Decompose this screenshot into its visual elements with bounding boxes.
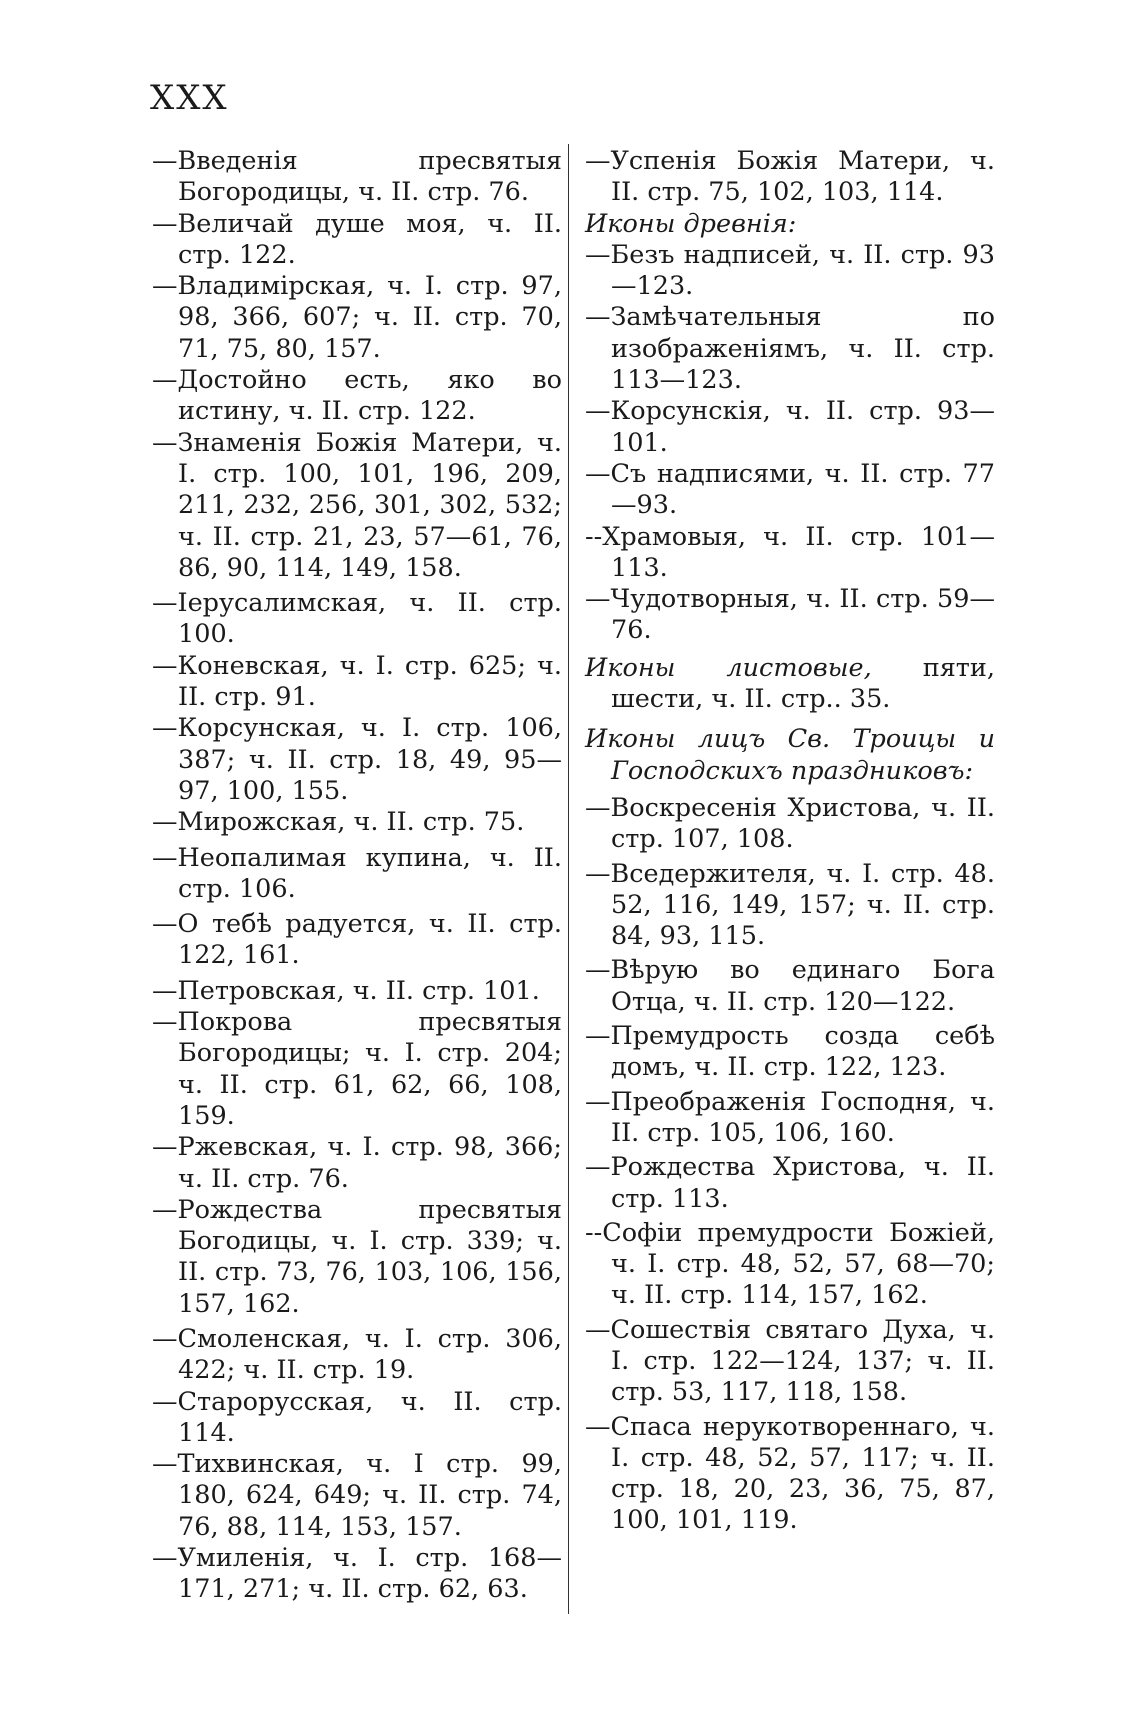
page-number: XXX (150, 78, 229, 118)
index-entry: —Воскресенія Христова, ч. II. стр. 107, 108. (585, 792, 995, 855)
index-entry: —Съ надписями, ч. II. стр. 77—93. (585, 458, 995, 521)
index-entry: —Достойно есть, яко во истину, ч. II. стр. 122. (152, 365, 562, 427)
index-entry: --Храмовыя, ч. II. стр. 101—113. (585, 521, 995, 583)
index-entry: —Умиленія, ч. I. стр. 168—171, 271; ч. II. стр. 62, 63. (152, 1543, 562, 1605)
index-entry: —Успенія Божія Матери, ч. II. стр. 75, 102, 103, 114. (585, 146, 995, 208)
index-entry: —Петровская, ч. II. стр. 101. (152, 975, 540, 1006)
right-column (585, 146, 995, 1537)
index-entry: —Коневская, ч. I. стр. 625; ч. II. стр. 91. (152, 650, 562, 713)
index-entry: —Тихвинская, ч. I стр. 99, 180, 624, 649; ч. II. стр. 74, 76, 88, 114, 153, 157. (152, 1449, 562, 1542)
index-entry: —Замѣчательныя по изображеніямъ, ч. II. стр. 113—123. (585, 302, 995, 396)
index-entry: —Введенія пресвятыя Богородицы, ч. II. стр. 76. (152, 146, 562, 208)
index-entry: —Величай душе моя, ч. II. стр. 122. (152, 208, 562, 270)
index-entry: —Вѣрую во единаго Бога Отца, ч. II. стр. 120—122. (585, 955, 995, 1017)
index-entry: —О тебѣ радуется, ч. II. стр. 122, 161. (152, 909, 562, 971)
index-entry-group (585, 793, 995, 1537)
index-entry: —Неопалимая купина, ч. II. стр. 106. (152, 842, 562, 904)
index-entry: —Премудрость созда себѣ домъ, ч. II. стр. 122, 123. (585, 1021, 995, 1083)
index-entry: --Софіи премудрости Божіей, ч. I. стр. 48, 52, 57, 68—70; ч. II. стр. 114, 157, 162. (585, 1217, 995, 1311)
index-entry: —Ржевская, ч. I. стр. 98, 366; ч. II. стр. 76. (152, 1132, 562, 1194)
index-entry: —Рождества Христова, ч. II. стр. 113. (585, 1152, 995, 1214)
index-entry: —Безъ надписей, ч. II. стр. 93—123. (585, 239, 995, 302)
index-entry: —Сошествія святаго Духа, ч. I. стр. 122—124, 137; ч. II. стр. 53, 117, 118, 158. (585, 1314, 995, 1408)
index-entry-group (585, 240, 995, 647)
index-entry: —Преображенія Господня, ч. II. стр. 105, 106, 160. (585, 1086, 995, 1148)
section-heading (585, 653, 995, 716)
index-entry: —Вседержителя, ч. I. стр. 48. 52, 116, 149, 157; ч. II. стр. 84, 93, 115. (585, 858, 995, 952)
index-entry: —Смоленская, ч. I. стр. 306, 422; ч. II. стр. 19. (152, 1323, 562, 1386)
section-heading: Иконы лицъ Св. Троицы и Господскихъ праздниковъ: (585, 724, 995, 786)
index-entry: —Чудотворныя, ч. II. стр. 59—76. (585, 584, 995, 646)
index-entry: —Владимірская, ч. I. стр. 97, 98, 366, 607; ч. II. стр. 70, 71, 75, 80, 157. (152, 271, 562, 364)
index-entry: —Іерусалимская, ч. II. стр. 100. (152, 588, 562, 650)
section-heading-italic: Иконы листовые, (585, 652, 872, 683)
index-entry: —Корсунская, ч. I. стр. 106, 387; ч. II. стр. 18, 49, 95—97, 100, 155. (152, 713, 562, 806)
index-entry: —Корсунскія, ч. II. стр. 93—101. (585, 396, 995, 458)
index-entry: —Мирожская, ч. II. стр. 75. (152, 807, 525, 838)
index-entry: —Спаса нерукотвореннаго, ч. I. стр. 48, 52, 57, 117; ч. II. стр. 18, 20, 23, 36, 75, 87, 100, 101, 119. (585, 1411, 995, 1536)
column-divider (568, 144, 569, 1614)
index-entry: —Рождества пресвятыя Богодицы, ч. I. стр. 339; ч. II. стр. 73, 76, 103, 106, 156, 157, 162. (152, 1194, 562, 1319)
index-entry: —Знаменія Божія Матери, ч. I. стр. 100, 101, 196, 209, 211, 232, 256, 301, 302, 532; ч. II. стр. 21, 23, 57—61, 76, 86, 90, 114, 149, 158. (152, 427, 562, 583)
left-column (152, 146, 562, 1606)
section-heading-tail: пяти, шести, ч. II. стр.. 35. (611, 652, 995, 715)
index-entry: —Старорусская, ч. II. стр. 114. (152, 1386, 562, 1448)
section-heading: Иконы древнія: (585, 208, 797, 239)
index-entry: —Покрова пресвятыя Богородицы; ч. I. стр. 204; ч. II. стр. 61, 62, 66, 108, 159. (152, 1007, 562, 1131)
